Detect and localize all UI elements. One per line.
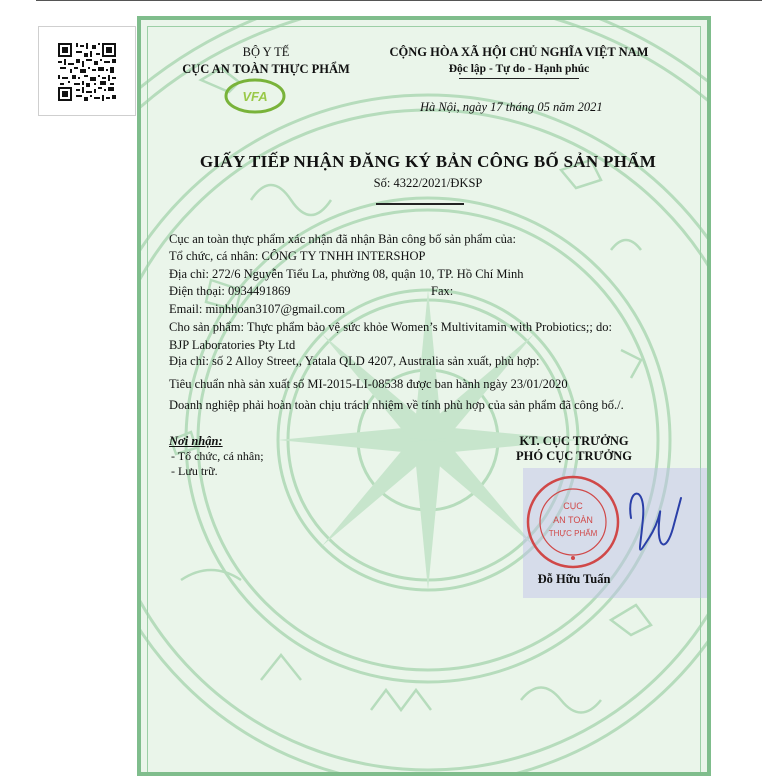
- qr-code: [38, 26, 136, 116]
- svg-text:CỤC: CỤC: [563, 501, 583, 511]
- organization-line: Tổ chức, cá nhân: CÔNG TY TNHH INTERSHOP: [169, 249, 426, 263]
- recipient-item: - Tổ chức, cá nhân;: [171, 449, 264, 463]
- certificate: [137, 16, 711, 776]
- registration-number: Số: 4322/2021/ĐKSP: [373, 176, 483, 190]
- signatory-name: Đỗ Hữu Tuấn: [537, 572, 611, 586]
- top-rule: [36, 0, 762, 1]
- recipient-item: - Lưu trữ.: [171, 464, 218, 478]
- signatory-title: KT. CỤC TRƯỞNG: [519, 434, 629, 448]
- address-line: Địa chỉ: 272/6 Nguyễn Tiểu La, phường 08, quận 10, TP. Hồ Chí Minh: [169, 267, 524, 281]
- phone-line: Điện thoại: 0934491869: [169, 284, 291, 298]
- manufacturer-address-line: Địa chỉ: số 2 Alloy Street,, Yatala QLD 4207, Australia sản xuất, phù hợp:: [169, 354, 540, 368]
- document-title: GIẤY TIẾP NHẬN ĐĂNG KÝ BẢN CÔNG BỐ SẢN PHẨM: [199, 152, 657, 171]
- logo-text: VFA: [242, 89, 268, 104]
- official-seal-icon: [523, 472, 623, 572]
- email-line: Email: minhhoan3107@gmail.com: [169, 302, 346, 316]
- svg-text:THỰC PHẨM: THỰC PHẨM: [548, 529, 598, 538]
- svg-text:AN TOÀN: AN TOÀN: [553, 515, 593, 525]
- standard-line: Tiêu chuẩn nhà sản xuất số MI-2015-LI-08538 được ban hành ngày 23/01/2020: [169, 377, 568, 391]
- recipients-heading: Nơi nhận:: [169, 434, 223, 448]
- fax-line: Fax:: [431, 284, 454, 298]
- responsibility-line: Doanh nghiệp phải hoàn toàn chịu trách nhiệm về tính phù hợp của sản phẩm đã công bố./.: [169, 398, 624, 412]
- signatory-subtitle: PHÓ CỤC TRƯỞNG: [516, 449, 632, 463]
- motto: Độc lập - Tự do - Hạnh phúc: [448, 63, 590, 75]
- ministry-name: BỘ Y TẾ: [242, 45, 290, 59]
- number-underline: [376, 203, 464, 205]
- vfa-logo-icon: [223, 76, 287, 116]
- republic-name: CỘNG HÒA XÃ HỘI CHỦ NGHĨA VIỆT NAM: [389, 45, 649, 59]
- product-line: Cho sản phẩm: Thực phẩm bảo vệ sức khỏe Women’s Multivitamin with Probiotics;; do:: [169, 320, 612, 334]
- qr-code-icon: [58, 43, 116, 101]
- intro-text: Cục an toàn thực phẩm xác nhận đã nhận Bản công bố sản phẩm của:: [169, 232, 516, 246]
- department-name: CỤC AN TOÀN THỰC PHẨM: [182, 62, 350, 76]
- manufacturer-line: BJP Laboratories Pty Ltd: [169, 338, 296, 352]
- signature-icon: [621, 478, 691, 568]
- date-line: Hà Nội, ngày 17 tháng 05 năm 2021: [420, 100, 603, 114]
- motto-underline: [459, 78, 579, 79]
